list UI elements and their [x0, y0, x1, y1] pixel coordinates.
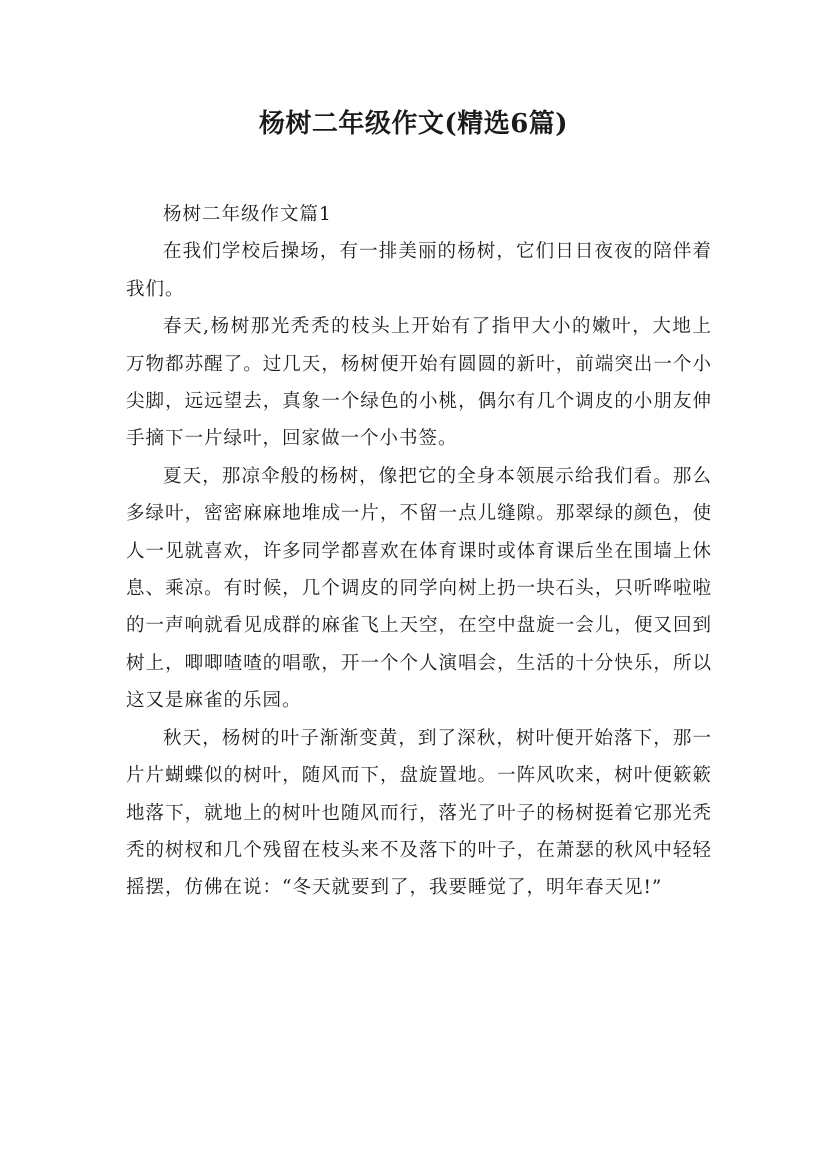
document-body	[126, 196, 712, 907]
document-title: 杨树二年级作文(精选6篇)	[258, 109, 569, 139]
paragraph-intro: 在我们学校后操场，有一排美丽的杨树，它们日日夜夜的陪伴着我们。	[126, 241, 712, 300]
paragraph-summer: 夏天，那凉伞般的杨树，像把它的全身本领展示给我们看。那么多绿叶，密密麻麻地堆成一片，不留一点儿缝隙。那翠绿的颜色，使人一见就喜欢，许多同学都喜欢在体育课时或体育课后坐在围墙上休息、乘凉。有时候，几个调皮的同学向树上扔一块石头，只听哗啦啦的一声响就看见成群的麻雀飞上天空，在空中盘旋一会儿，便又回到树上，唧唧喳喳的唱歌，开一个个人演唱会，生活的十分快乐，所以这又是麻雀的乐园。	[126, 465, 712, 712]
section-heading: 杨树二年级作文篇1	[163, 204, 332, 225]
paragraph-autumn: 秋天，杨树的叶子渐渐变黄，到了深秋，树叶便开始落下，那一片片蝴蝶似的树叶，随风而下，盘旋置地。一阵风吹来，树叶便簌簌地落下，就地上的树叶也随风而行，落光了叶子的杨树挺着它那光秃秃的树杈和几个残留在枝头来不及落下的叶子，在萧瑟的秋风中轻轻摇摆，仿佛在说：“冬天就要到了，我要睡觉了，明年春天见!”	[126, 727, 712, 899]
paragraph-spring: 春天,杨树那光秃秃的枝头上开始有了指甲大小的嫩叶，大地上万物都苏醒了。过几天，杨树便开始有圆圆的新叶，前端突出一个小尖脚，远远望去，真象一个绿色的小桃，偶尔有几个调皮的小朋友伸手摘下一片绿叶，回家做一个小书签。	[126, 316, 712, 450]
